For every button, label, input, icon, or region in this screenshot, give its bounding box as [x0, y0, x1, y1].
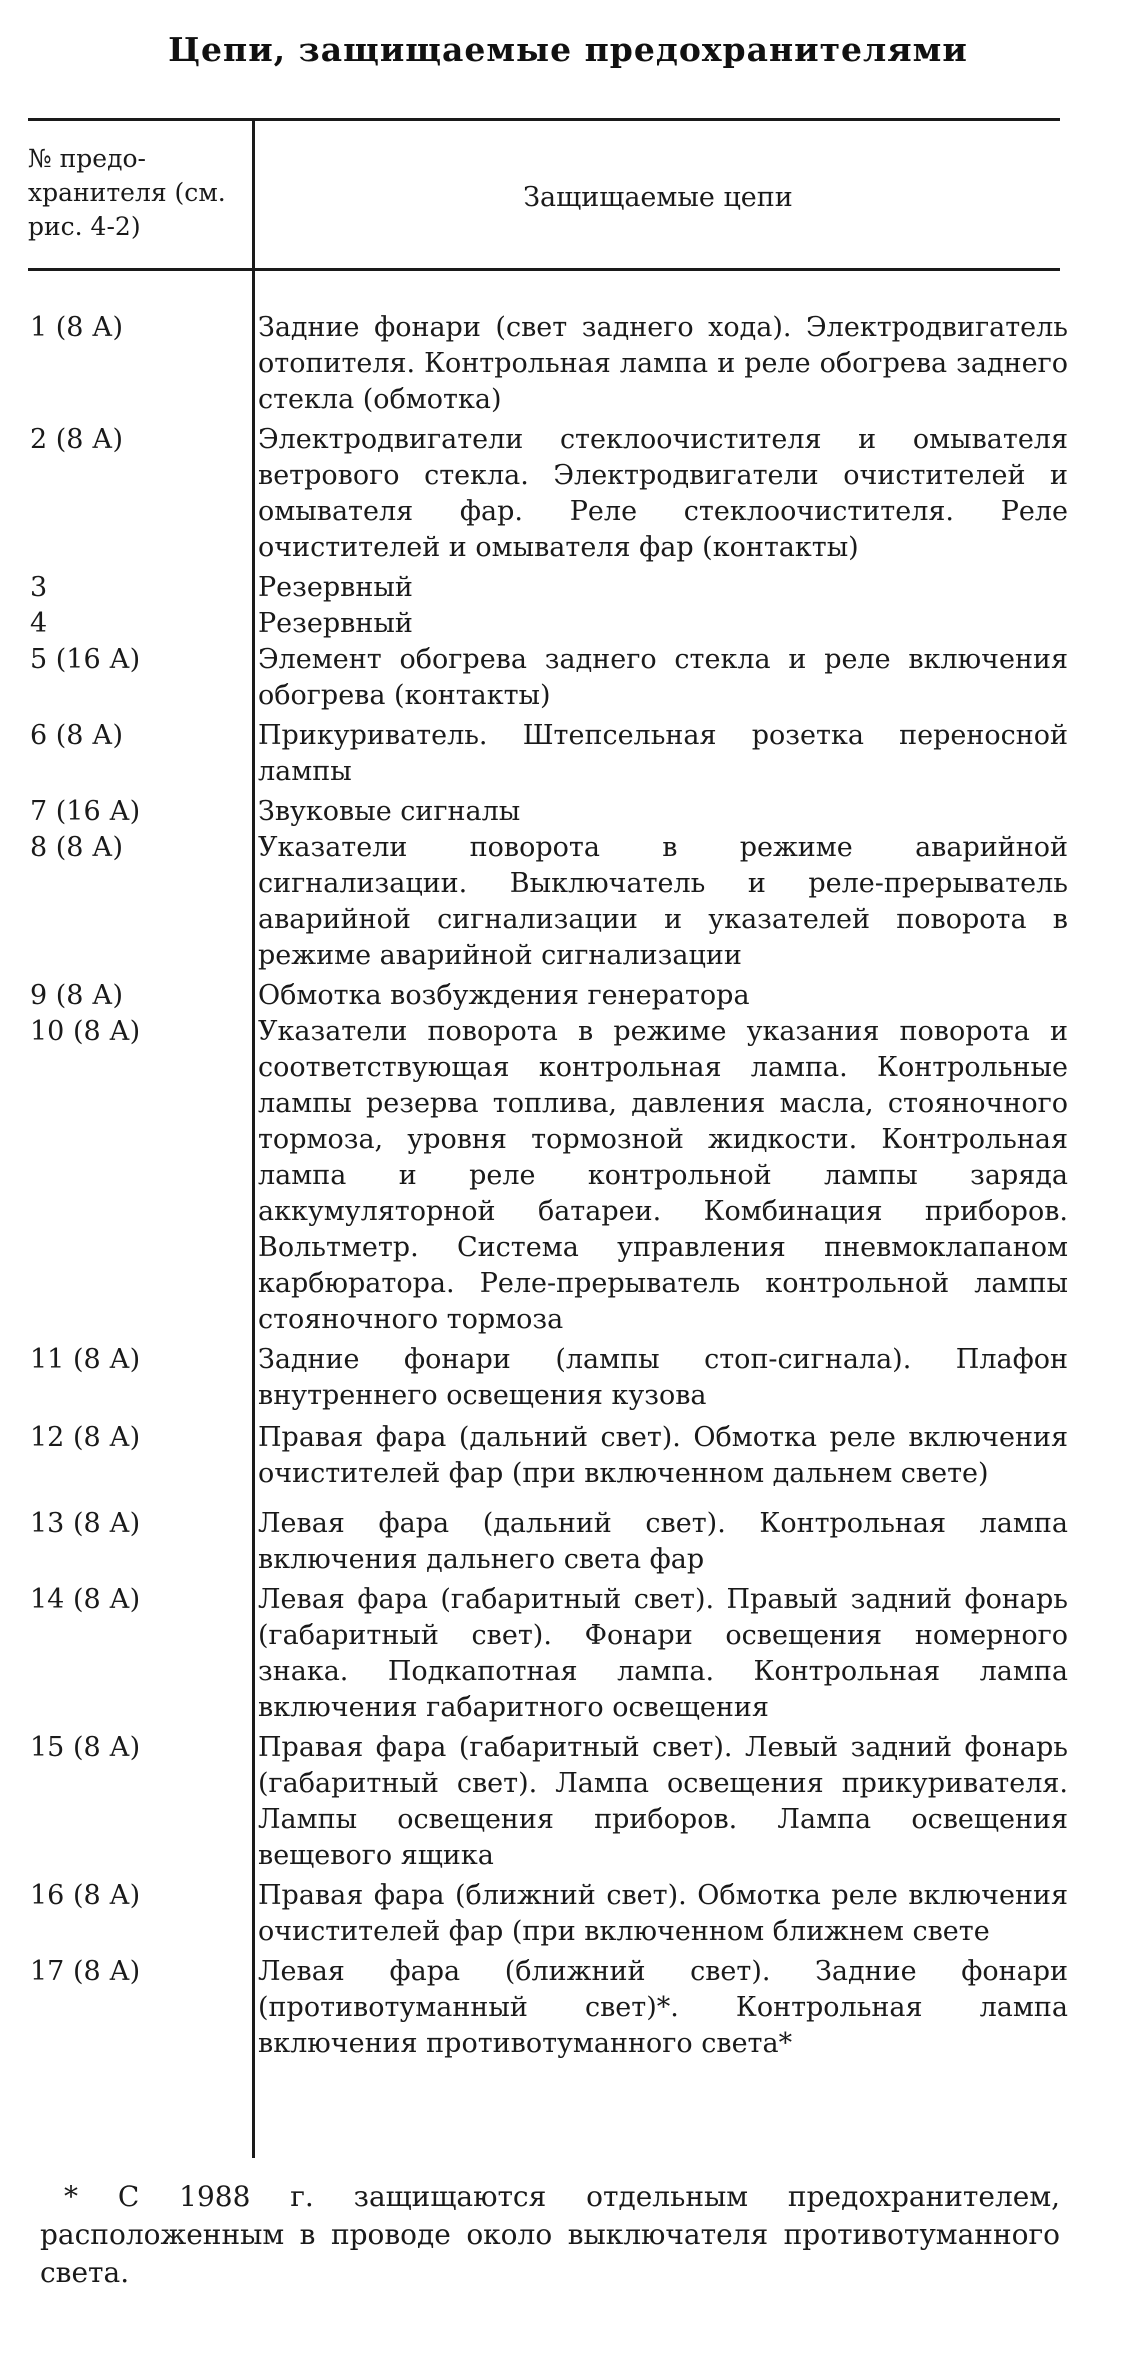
table-row [0, 1342, 1136, 1414]
table-row [0, 718, 1136, 790]
table-row [0, 606, 1136, 642]
circuit-text: Правая фара (ближний свет). Обмотка реле включения очистителей фар (при включенном ближнем свете [258, 1880, 1068, 1947]
circuit-text: Левая фара (габаритный свет). Правый задний фонарь (габаритный свет). Фонари освещения номерного знака. Подкапотная лампа. Контрольная лампа включения габаритного освещения [258, 1584, 1068, 1723]
table-row [0, 794, 1136, 830]
circuit-text: Указатели поворота в режиме указания поворота и соответствующая контрольная лампа. Контрольные лампы резерва топлива, давления масла, стояночного тормоза, уровня тормозной жидкости. Контрольная лампа и реле контрольной лампы заряда аккумуляторной батареи. Комбинация приборов. Вольтметр. Система управления пневмоклапаном карбюратора. Реле-прерыватель контрольной лампы стояночного тормоза [258, 1016, 1068, 1335]
fuse-number: 6 (8 А) [30, 720, 124, 751]
table-row [0, 642, 1136, 714]
circuit-text: Правая фара (дальний свет). Обмотка реле включения очистителей фар (при включенном дальнем свете) [258, 1422, 1068, 1489]
table-row [0, 1420, 1136, 1492]
table-row [0, 570, 1136, 606]
fuse-number: 4 [30, 608, 48, 639]
table-row [0, 310, 1136, 418]
fuse-number: 12 (8 А) [30, 1422, 141, 1453]
table-row [0, 422, 1136, 566]
fuse-number: 2 (8 А) [30, 424, 124, 455]
fuse-number: 11 (8 А) [30, 1344, 141, 1375]
circuit-text: Задние фонари (лампы стоп-сигнала). Плафон внутреннего освещения кузова [258, 1344, 1068, 1411]
table-header-rule [28, 268, 1060, 271]
circuit-text: Резервный [258, 608, 413, 639]
fuse-number: 9 (8 А) [30, 980, 124, 1011]
table-row [0, 978, 1136, 1014]
fuse-number: 17 (8 А) [30, 1956, 141, 1987]
fuse-number: 10 (8 А) [30, 1016, 141, 1047]
fuse-number: 14 (8 А) [30, 1584, 141, 1615]
table-body [0, 310, 1136, 2062]
fuse-number: 8 (8 А) [30, 832, 124, 863]
page-title: Цепи, защищаемые предохранителями [168, 30, 968, 69]
fuse-number: 5 (16 А) [30, 644, 141, 675]
circuit-text: Элемент обогрева заднего стекла и реле включения обогрева (контакты) [258, 644, 1068, 711]
circuit-text: Правая фара (габаритный свет). Левый задний фонарь (габаритный свет). Лампа освещения прикуривателя. Лампы освещения приборов. Лампа освещения вещевого ящика [258, 1732, 1068, 1871]
fuse-number: 3 [30, 572, 48, 603]
footnote: * С 1988 г. защищаются отдельным предохранителем, расположенным в проводе около выключателя противотуманного света. [40, 2180, 1060, 2289]
fuse-number: 1 (8 А) [30, 312, 124, 343]
circuit-text: Звуковые сигналы [258, 796, 521, 827]
circuit-text: Резервный [258, 572, 413, 603]
fuse-number: 13 (8 А) [30, 1508, 141, 1539]
header-fuse-number: № предо-хранителя (см. рис. 4-2) [28, 144, 226, 241]
table-row [0, 830, 1136, 974]
fuse-number: 7 (16 А) [30, 796, 141, 827]
circuit-text: Электродвигатели стеклоочистителя и омывателя ветрового стекла. Электродвигатели очистителей и омывателя фар. Реле стеклоочистителя. Реле очистителей и омывателя фар (контакты) [258, 424, 1068, 563]
table-row [0, 1582, 1136, 1726]
table-row [0, 1014, 1136, 1338]
circuit-text: Задние фонари (свет заднего хода). Электродвигатель отопителя. Контрольная лампа и реле обогрева заднего стекла (обмотка) [258, 312, 1068, 415]
circuit-text: Левая фара (ближний свет). Задние фонари (противотуманный свет)*. Контрольная лампа включения противотуманного света* [258, 1956, 1068, 2059]
table-top-rule [28, 118, 1060, 121]
header-protected-circuits: Защищаемые цепи [523, 182, 793, 213]
circuit-text: Обмотка возбуждения генератора [258, 980, 750, 1011]
circuit-text: Прикуриватель. Штепсельная розетка переносной лампы [258, 720, 1068, 787]
circuit-text: Левая фара (дальний свет). Контрольная лампа включения дальнего света фар [258, 1508, 1068, 1575]
fuse-number: 15 (8 А) [30, 1732, 141, 1763]
fuse-number: 16 (8 А) [30, 1880, 141, 1911]
table-row [0, 1506, 1136, 1578]
table-row [0, 1730, 1136, 1874]
table-row [0, 1954, 1136, 2062]
circuit-text: Указатели поворота в режиме аварийной сигнализации. Выключатель и реле-прерыватель аварийной сигнализации и указателей поворота в режиме аварийной сигнализации [258, 832, 1068, 971]
table-row [0, 1878, 1136, 1950]
